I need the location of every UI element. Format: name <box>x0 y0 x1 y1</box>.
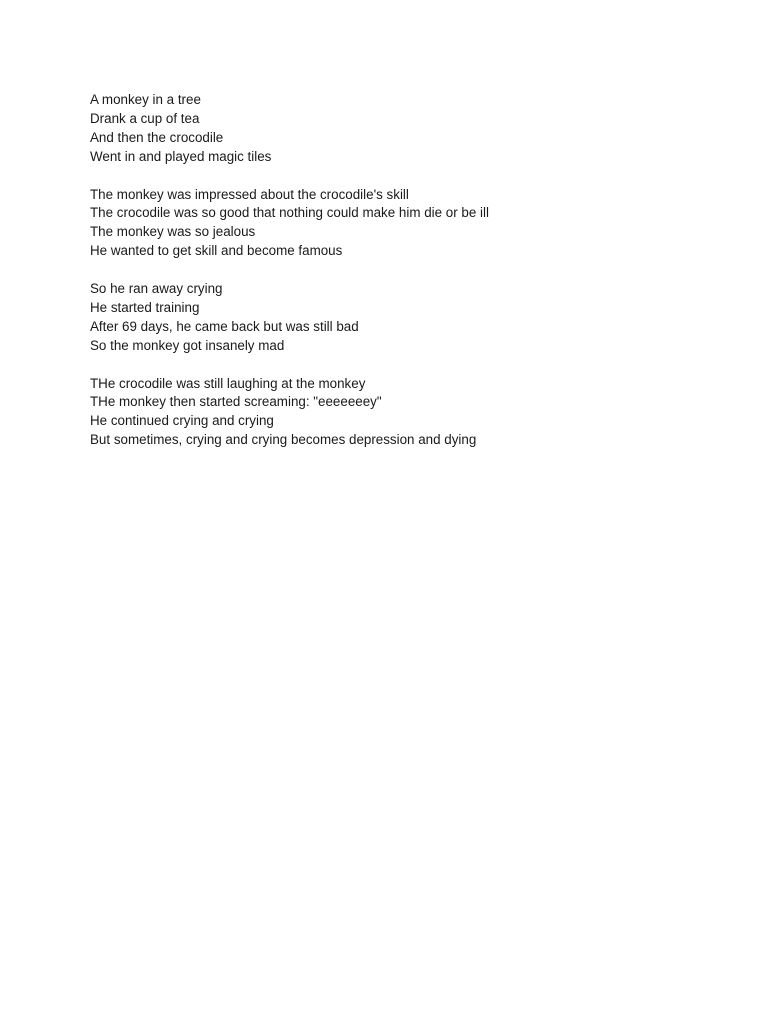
poem-line: Drank a cup of tea <box>90 110 200 126</box>
poem-line: The monkey was so jealous <box>90 224 256 240</box>
poem-line: But sometimes, crying and crying becomes depression and dying <box>90 432 477 448</box>
poem-text <box>90 91 730 469</box>
poem-line: A monkey in a tree <box>90 92 201 107</box>
poem-line: So the monkey got insanely mad <box>90 337 285 353</box>
stanza-4 <box>90 375 730 451</box>
poem-line: After 69 days, he came back but was still bad <box>90 318 359 334</box>
stanza-1 <box>90 91 730 167</box>
poem-line: He started training <box>90 299 200 315</box>
poem-line: He wanted to get skill and become famous <box>90 243 343 259</box>
poem-line: The crocodile was so good that nothing could make him die or be ill <box>90 205 489 221</box>
poem-line: Went in and played magic tiles <box>90 148 272 164</box>
stanza-3 <box>90 280 730 356</box>
stanza-2 <box>90 186 730 262</box>
poem-line: And then the crocodile <box>90 129 224 145</box>
poem-line: THe crocodile was still laughing at the monkey <box>90 375 366 391</box>
poem-line: He continued crying and crying <box>90 413 274 429</box>
poem-line: THe monkey then started screaming: "eeeeeeey" <box>90 394 382 410</box>
poem-line: So he ran away crying <box>90 281 223 297</box>
poem-line: The monkey was impressed about the crocodile's skill <box>90 186 409 202</box>
